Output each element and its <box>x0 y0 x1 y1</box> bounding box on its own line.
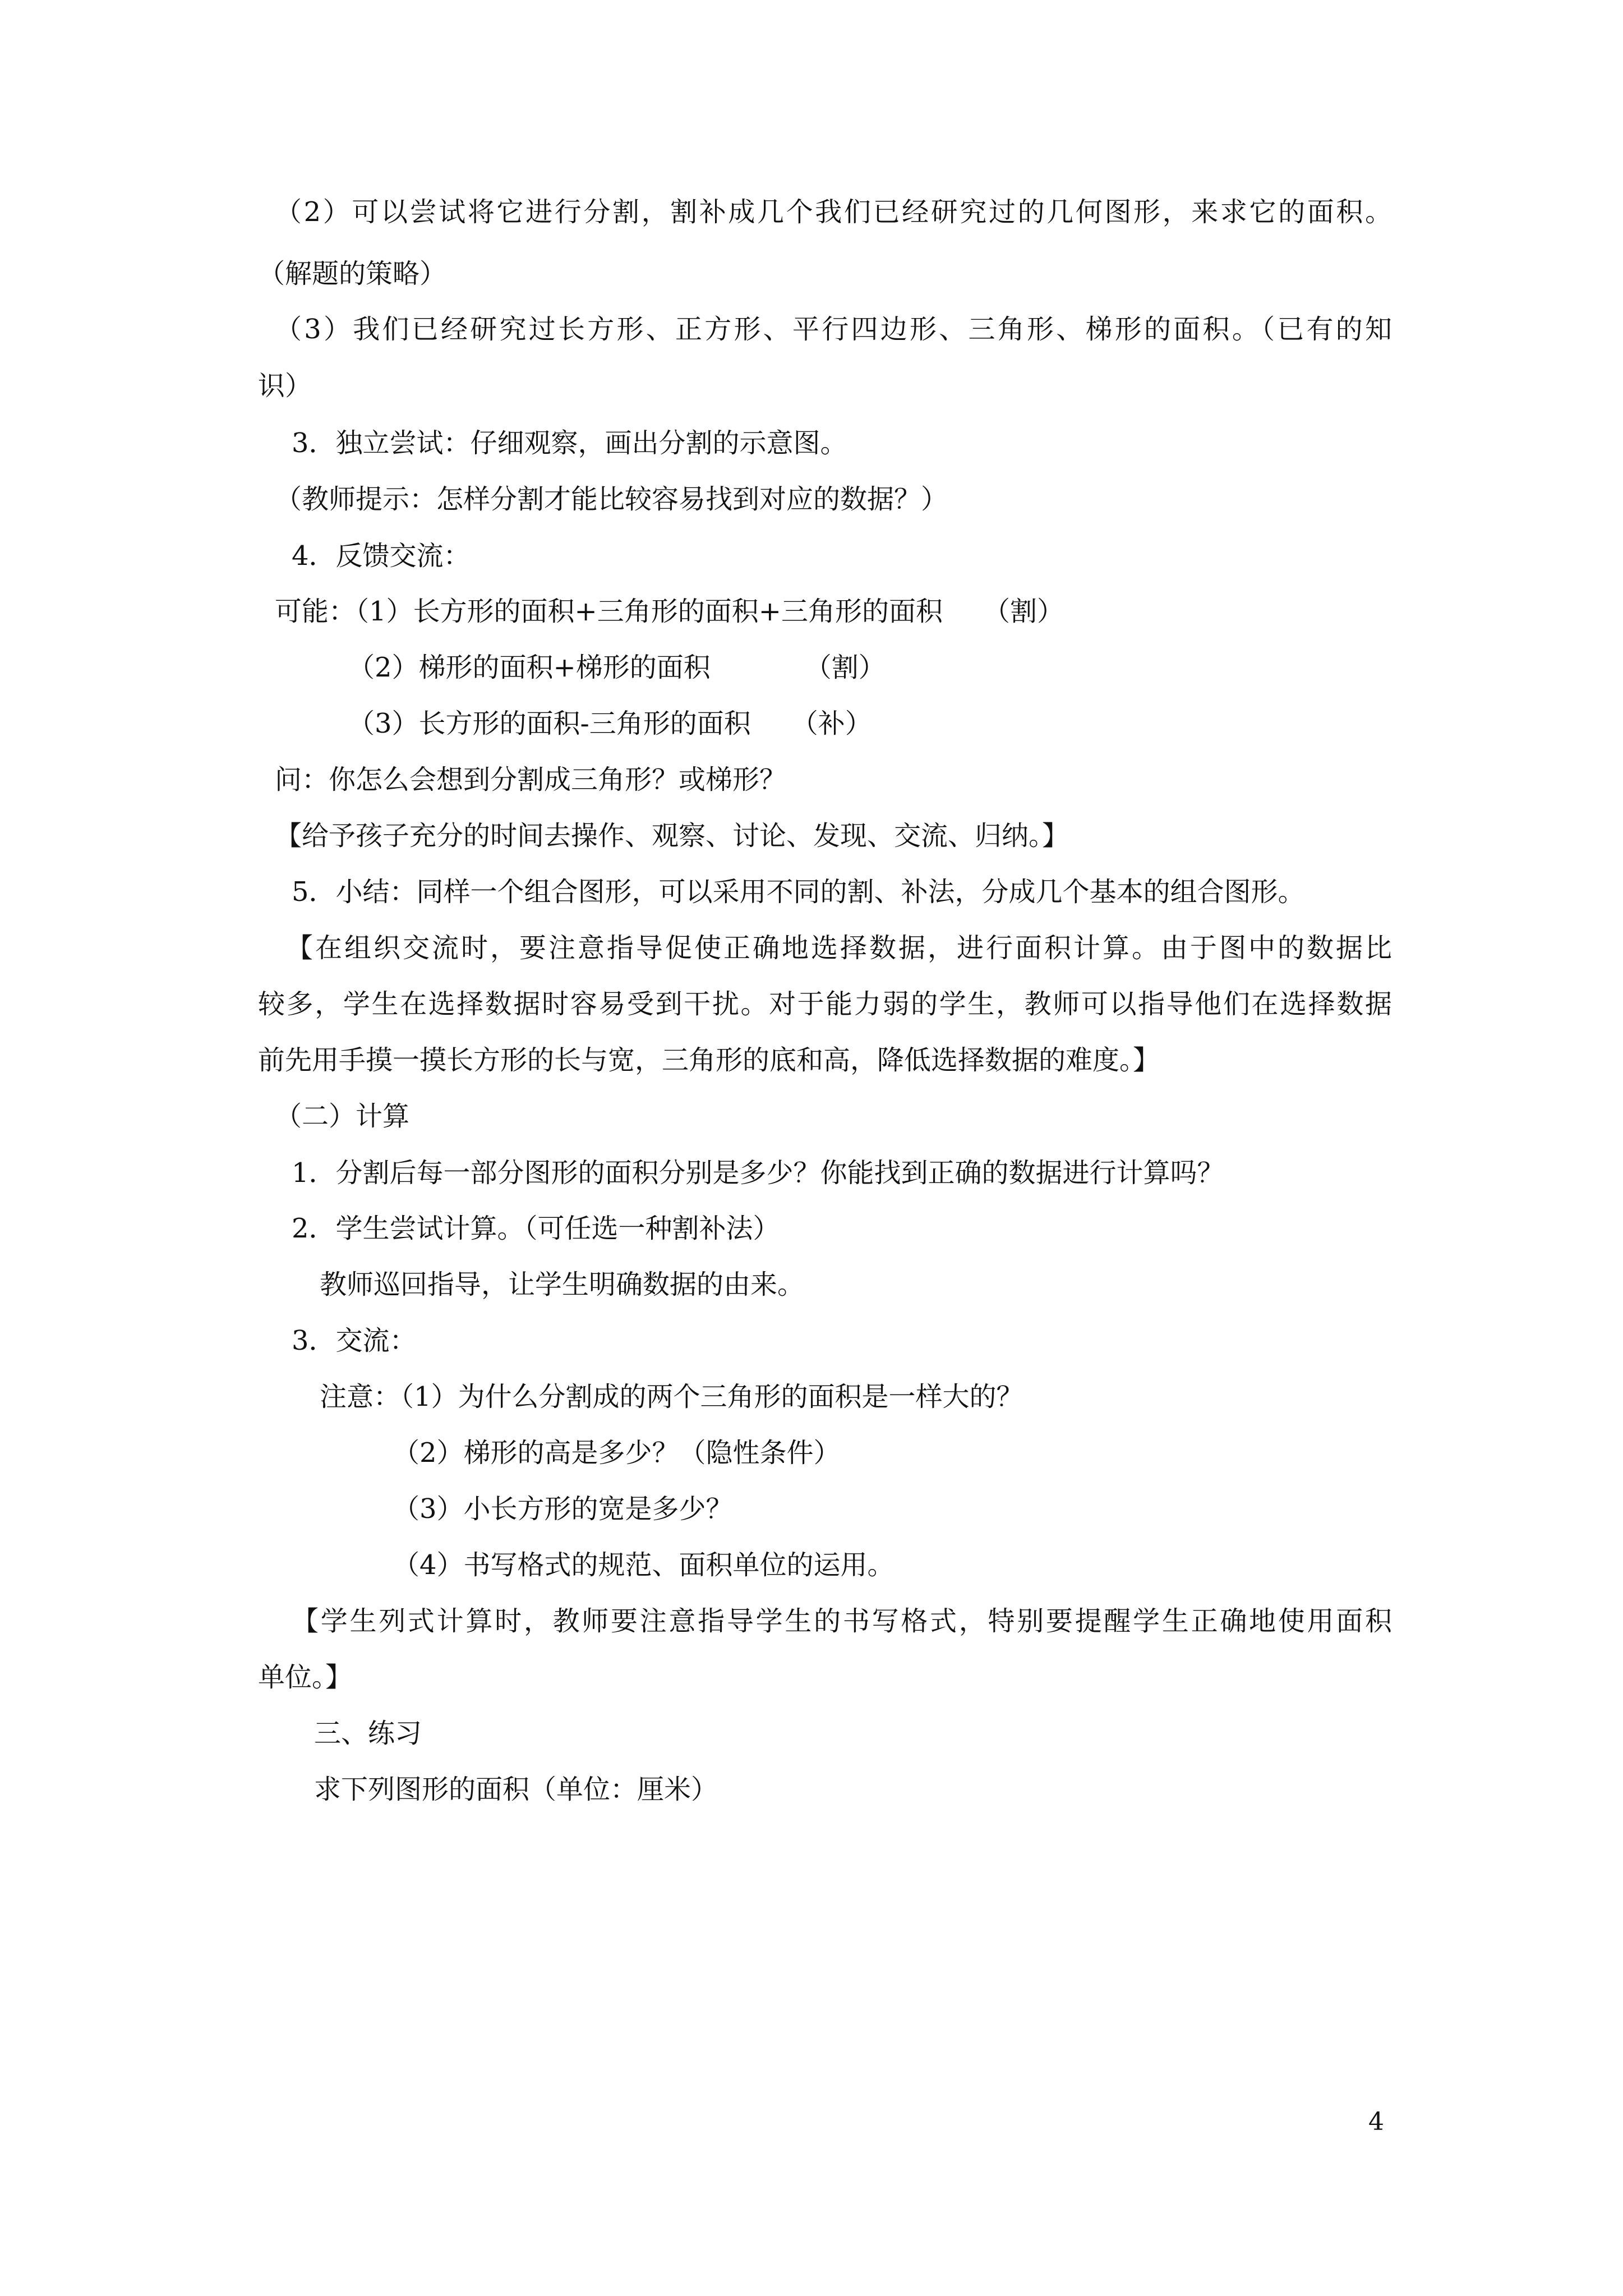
text-line: （2）可以尝试将它进行分割，割补成几个我们已经研究过的几何图形，来求它的面积。 <box>275 196 1392 228</box>
text-line: 教师巡回指导，让学生明确数据的由来。 <box>320 1269 805 1300</box>
text-line: （3）长方形的面积-三角形的面积 （补） <box>348 708 872 739</box>
text-line: 5．小结：同样一个组合图形，可以采用不同的割、补法，分成几个基本的组合图形。 <box>292 876 1305 908</box>
text-line: 三、练习 <box>314 1718 422 1749</box>
text-line: 3．交流： <box>292 1325 417 1356</box>
text-line: 问：你怎么会想到分割成三角形？或梯形？ <box>275 764 787 795</box>
text-line: 【学生列式计算时，教师要注意指导学生的书写格式，特别要提醒学生正确地使用面积 <box>292 1605 1392 1637</box>
text-line: （2）梯形的高是多少？（隐性条件） <box>393 1437 841 1469</box>
text-line: （教师提示：怎样分割才能比较容易找到对应的数据？） <box>275 484 948 515</box>
text-line: 3．独立尝试：仔细观察，画出分割的示意图。 <box>292 427 847 459</box>
text-line: （3）小长方形的宽是多少？ <box>393 1493 733 1525</box>
text-line: 求下列图形的面积（单位：厘米） <box>314 1774 718 1805</box>
text-line: 前先用手摸一摸长方形的长与宽，三角形的底和高，降低选择数据的难度。】 <box>258 1045 1160 1076</box>
text-line: （二）计算 <box>275 1101 410 1132</box>
text-line: 1．分割后每一部分图形的面积分别是多少？你能找到正确的数据进行计算吗？ <box>292 1157 1224 1189</box>
text-line: 较多，学生在选择数据时容易受到干扰。对于能力弱的学生，教师可以指导他们在选择数据 <box>258 988 1392 1020</box>
text-line: （解题的策略） <box>258 258 447 289</box>
text-line: 4．反馈交流： <box>292 540 471 572</box>
text-line: 【给予孩子充分的时间去操作、观察、讨论、发现、交流、归纳。】 <box>275 820 1069 852</box>
text-line: 2．学生尝试计算。（可任选一种割补法） <box>292 1213 780 1244</box>
text-line: （4）书写格式的规范、面积单位的运用。 <box>393 1549 895 1581</box>
text-line: （2）梯形的面积+梯形的面积 （割） <box>348 652 886 683</box>
text-line: 【在组织交流时，要注意指导促使正确地选择数据，进行面积计算。由于图中的数据比 <box>286 932 1392 964</box>
page-number: 4 <box>1368 2108 1384 2136</box>
text-line: （3）我们已经研究过长方形、正方形、平行四边形、三角形、梯形的面积。（已有的知 <box>275 314 1392 345</box>
text-line: 可能：（1）长方形的面积+三角形的面积+三角形的面积 （割） <box>275 596 1064 627</box>
text-line: 单位。】 <box>258 1662 353 1693</box>
text-line: 注意：（1）为什么分割成的两个三角形的面积是一样大的？ <box>320 1381 1023 1412</box>
text-line: 识） <box>258 370 312 402</box>
